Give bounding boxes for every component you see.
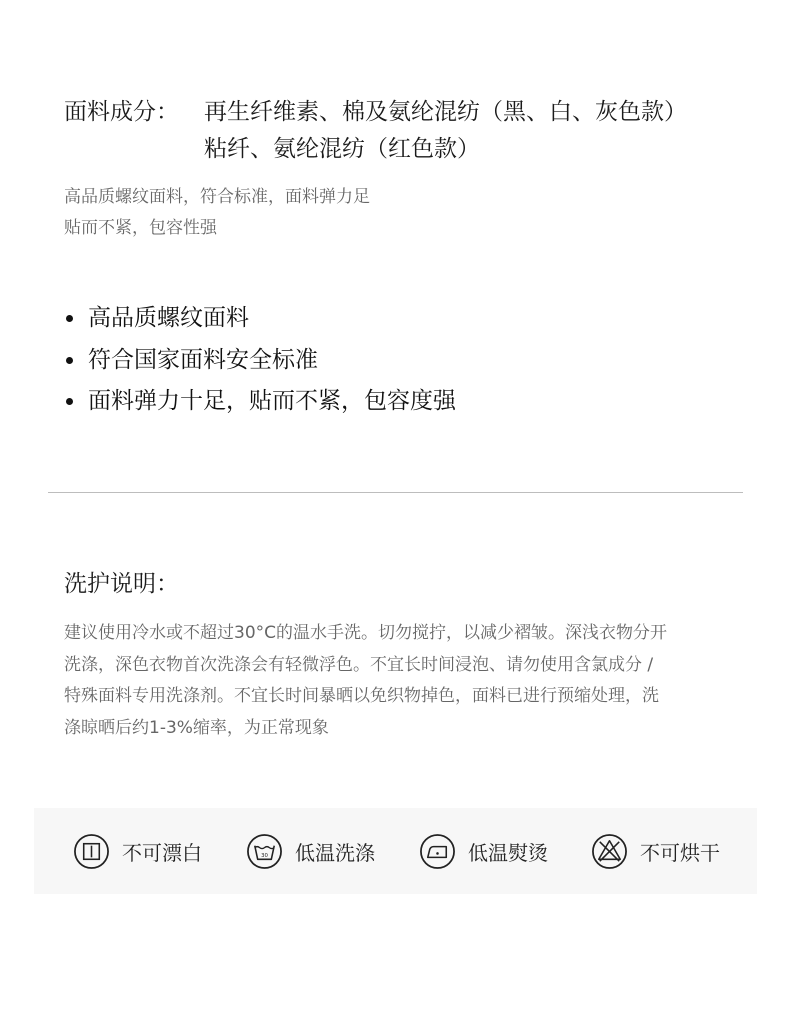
care-instructions-line: 涤晾晒后约1-3%缩率，为正常现象: [64, 717, 329, 738]
feature-text: 高品质螺纹面料: [88, 305, 249, 331]
feature-list: [64, 298, 456, 423]
feature-item: [64, 381, 456, 423]
fabric-description-line: 贴而不紧，包容性强: [64, 218, 217, 238]
fabric-composition-line: 粘纤、氨纶混纺（红色款）: [204, 136, 480, 162]
fabric-composition-line: 再生纤维素、棉及氨纶混纺（黑、白、灰色款）: [204, 99, 687, 125]
bullet-icon: [66, 357, 73, 364]
feature-text: 面料弹力十足，贴而不紧，包容度强: [88, 388, 456, 414]
bullet-icon: [66, 398, 73, 405]
iron-low-icon: [419, 833, 456, 870]
care-item-label: 低温熨烫: [468, 840, 548, 865]
feature-text: 符合国家面料安全标准: [88, 346, 318, 373]
fabric-section: [64, 94, 744, 244]
care-item-wash: [246, 832, 375, 870]
fabric-composition-lines: [204, 94, 687, 168]
no-tumble-dry-icon: [591, 833, 628, 870]
fabric-composition: [64, 94, 744, 168]
care-instructions-line: 特殊面料专用洗涤剂。不宜长时间暴晒以免织物掉色，面料已进行预缩处理，洗: [64, 686, 659, 706]
section-divider: [48, 492, 743, 493]
fabric-description-line: 高品质螺纹面料，符合标准，面料弹力足: [64, 187, 370, 207]
fabric-description: [64, 182, 744, 244]
care-icon-bar: [34, 808, 757, 894]
care-item-iron: [419, 832, 548, 870]
care-item-label: 不可漂白: [122, 840, 202, 865]
care-instructions-line: 洗涤，深色衣物首次洗涤会有轻微浮色。不宜长时间浸泡、请勿使用含氯成分 /: [64, 654, 654, 675]
wash-temp-label: 30: [261, 852, 268, 859]
no-bleach-icon: [73, 833, 110, 870]
care-instructions: [64, 618, 724, 744]
care-title: 洗护说明：: [64, 571, 179, 597]
wash-30-icon: [246, 833, 283, 870]
care-item-no-bleach: [73, 832, 202, 870]
bullet-icon: [66, 315, 73, 322]
care-instructions-line: 建议使用冷水或不超过30°C的温水手洗。切勿搅拧，以减少褶皱。深浅衣物分开: [64, 623, 668, 643]
feature-item: [64, 340, 456, 382]
feature-item: [64, 298, 456, 340]
fabric-label: 面料成分：: [64, 99, 179, 125]
care-item-label: 低温洗涤: [295, 840, 375, 865]
care-item-label: 不可烘干: [640, 840, 720, 865]
care-item-no-dry: [591, 832, 720, 870]
